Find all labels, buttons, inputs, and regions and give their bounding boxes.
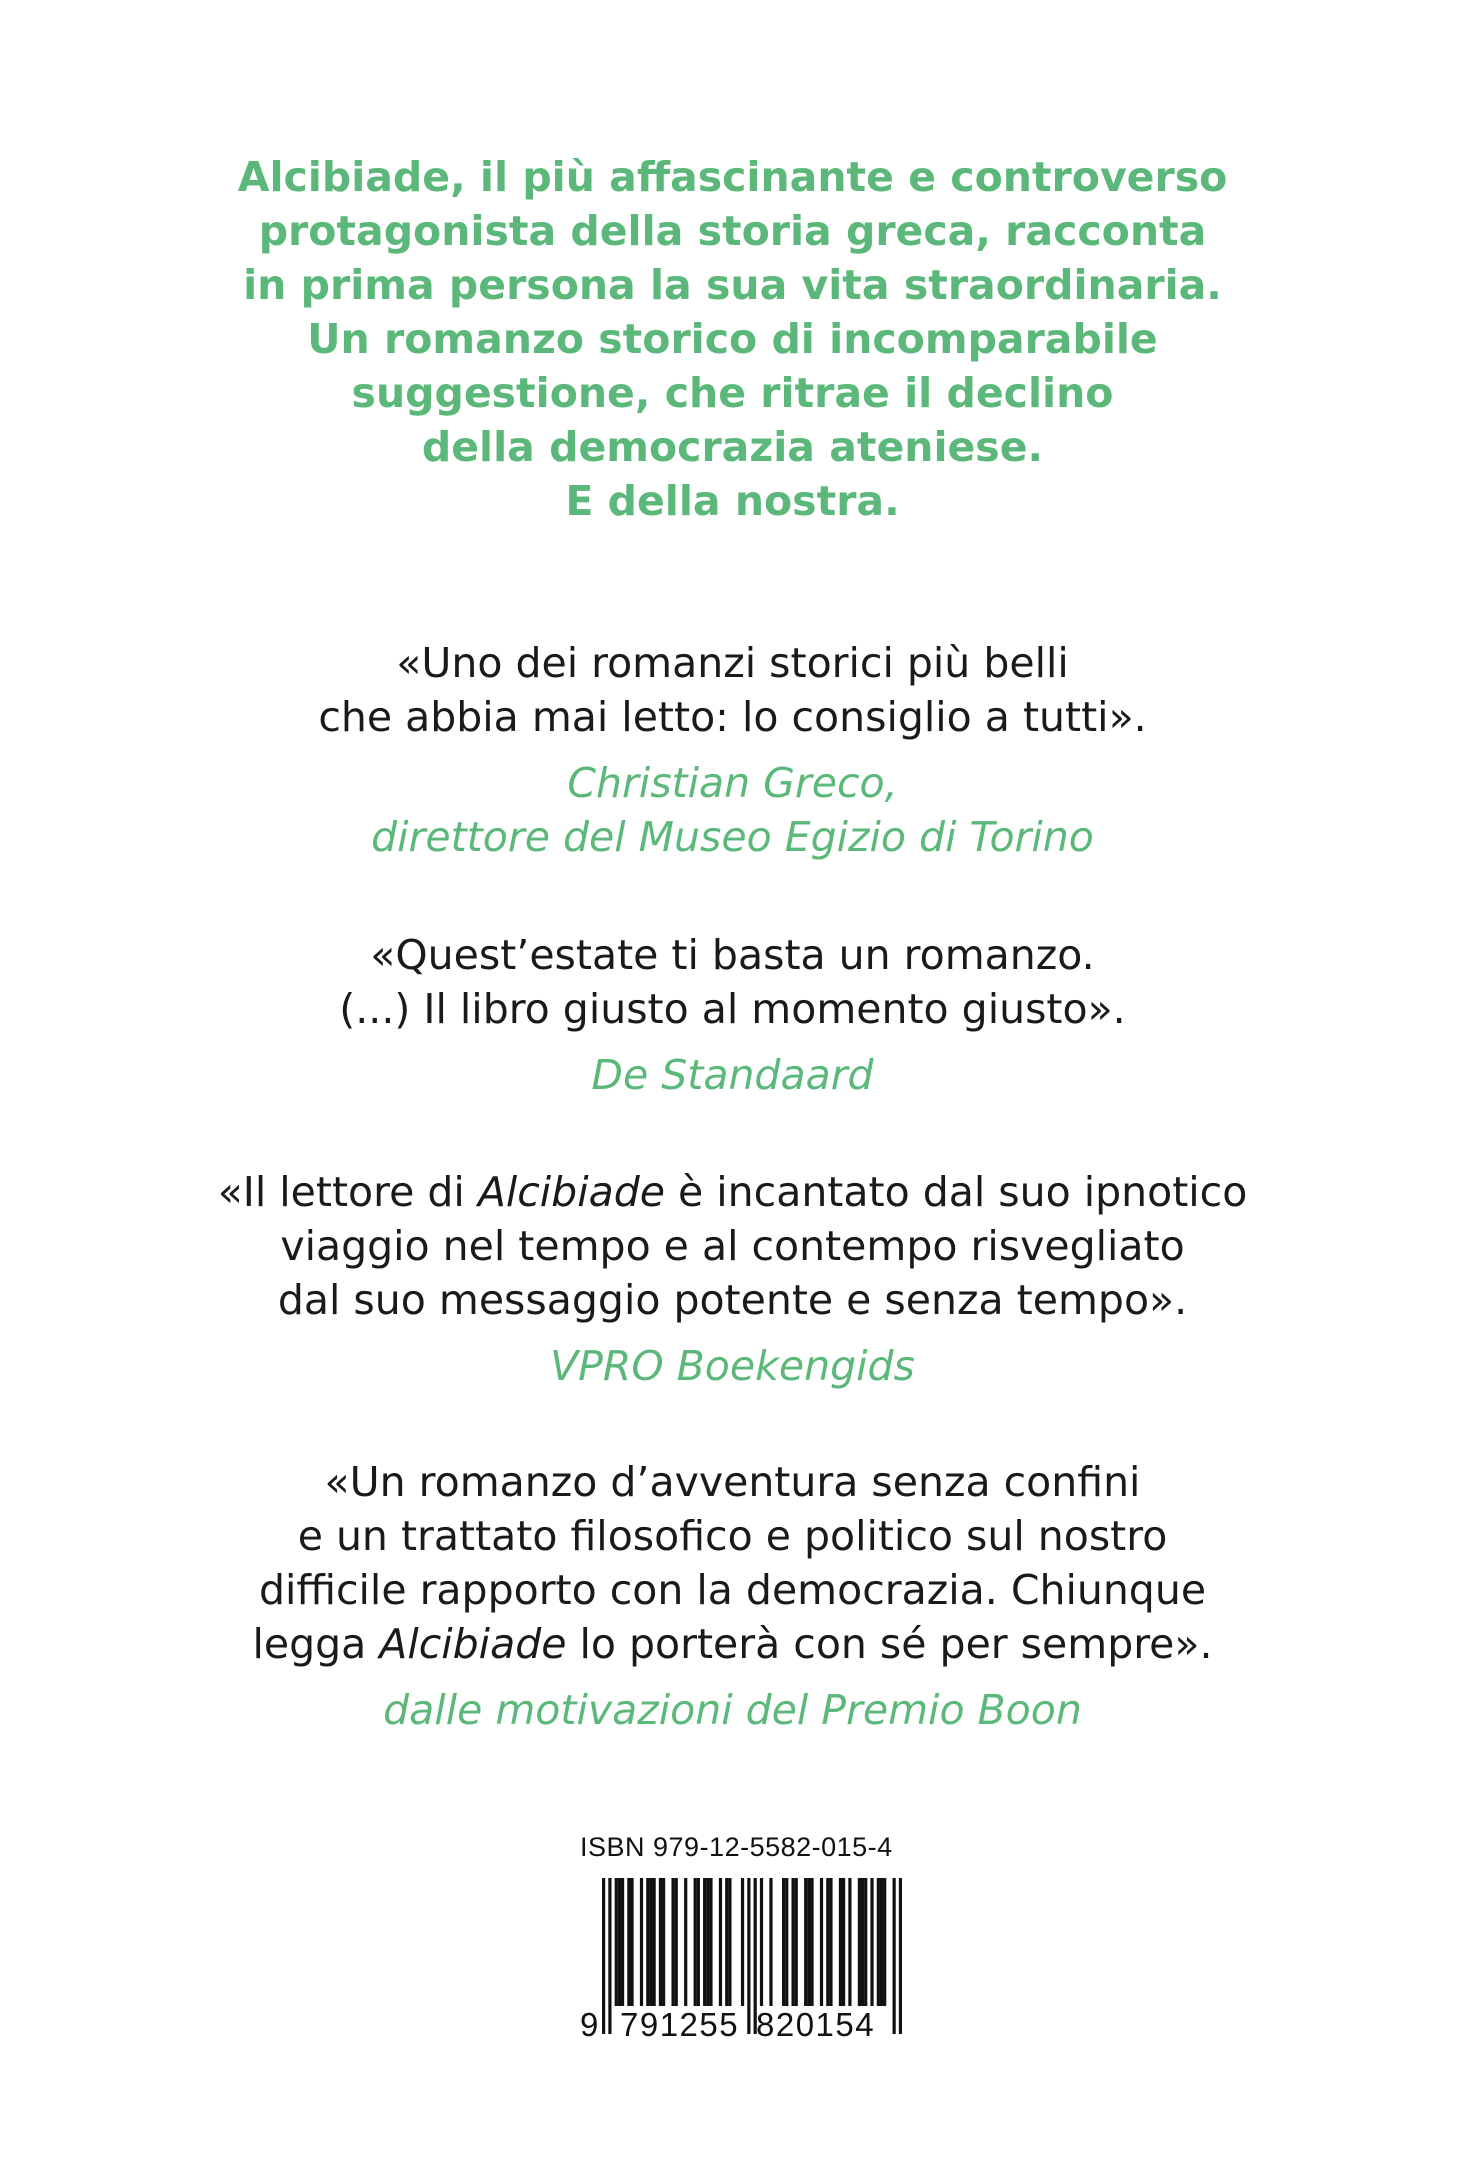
- quote-line: difficile rapporto con la democrazia. Chiunque: [258, 1566, 1207, 1614]
- barcode-bar: [858, 1878, 861, 2006]
- blurb-line: Alcibiade, il più affascinante e controverso: [237, 153, 1228, 201]
- barcode-bar: [870, 1878, 873, 2006]
- barcode-bar: [675, 1878, 678, 2006]
- barcode-bar: [709, 1878, 712, 2006]
- quote-line: e un trattato filosofico e politico sul nostro: [297, 1512, 1168, 1560]
- quote-source: Christian Greco,: [567, 759, 898, 807]
- barcode-bar: [807, 1878, 810, 2006]
- barcode-bar: [627, 1878, 630, 2006]
- barcode-guard-bar: [899, 1878, 902, 2034]
- review-quote-2: [0, 928, 1465, 1102]
- barcode-bar: [782, 1878, 785, 2006]
- blurb-line: Un romanzo storico di incomparabile: [307, 315, 1158, 363]
- barcode-bar: [839, 1878, 842, 2006]
- barcode-guard-bar: [608, 1878, 611, 2034]
- quote-line: dal suo messaggio potente e senza tempo».: [277, 1276, 1188, 1324]
- barcode-digits-right: 820154: [756, 2006, 876, 2043]
- blurb-line: protagonista della storia greca, racconta: [258, 207, 1207, 255]
- barcode-bar: [649, 1878, 652, 2006]
- barcode-bar: [725, 1878, 728, 2006]
- barcode-bar: [630, 1878, 633, 2006]
- quote-line: (...) Il libro giusto al momento giusto».: [339, 985, 1126, 1033]
- barcode-bar: [618, 1878, 621, 2006]
- barcode-guard-bar: [602, 1878, 605, 2034]
- barcode-bar: [671, 1878, 674, 2006]
- barcode-bar: [848, 1878, 851, 2006]
- barcode-bar: [769, 1878, 772, 2006]
- barcode-bar: [703, 1878, 706, 2006]
- quote-source: VPRO Boekengids: [550, 1342, 915, 1390]
- barcode-digits-left: 791255: [620, 2006, 740, 2043]
- barcode-bar: [760, 1878, 763, 2006]
- quote-source: direttore del Museo Egizio di Torino: [371, 813, 1094, 861]
- barcode-bar: [615, 1878, 618, 2006]
- barcode-bar: [694, 1878, 697, 2006]
- barcode-bar: [785, 1878, 788, 2006]
- barcode-bar: [621, 1878, 624, 2006]
- barcode-bar: [640, 1878, 643, 2006]
- quote-line: [0, 1617, 1465, 1671]
- quote-source: dalle motivazioni del Premio Boon: [383, 1686, 1082, 1734]
- blurb-line: in prima persona la sua vita straordinaria.: [243, 261, 1222, 309]
- quote-line: «Un romanzo d’avventura senza confini: [324, 1458, 1141, 1506]
- barcode-bar: [829, 1878, 832, 2006]
- barcode-bar: [877, 1878, 880, 2006]
- blurb-line: della democrazia ateniese.: [421, 423, 1044, 471]
- barcode-bar: [880, 1878, 883, 2006]
- barcode-bar: [653, 1878, 656, 2006]
- barcode-bar: [728, 1878, 731, 2006]
- barcode-bar: [662, 1878, 665, 2006]
- quote-text: lo porterà con sé per sempre».: [566, 1620, 1213, 1668]
- review-quote-3: [0, 1165, 1465, 1393]
- barcode-bar: [810, 1878, 813, 2006]
- quote-source: De Standaard: [591, 1051, 874, 1099]
- quote-line: che abbia mai letto: lo consiglio a tutti».: [318, 693, 1147, 741]
- barcode-bar: [842, 1878, 845, 2006]
- barcode-bar: [804, 1878, 807, 2006]
- quote-line: «Uno dei romanzi storici più belli: [396, 639, 1069, 687]
- barcode-bar: [684, 1878, 687, 2006]
- barcode-bar: [659, 1878, 662, 2006]
- quote-text: «Il lettore di: [217, 1168, 478, 1216]
- barcode-bar: [719, 1878, 722, 2006]
- barcode-guard-bar: [893, 1878, 896, 2034]
- barcode-bar: [883, 1878, 886, 2006]
- quote-text: legga: [252, 1620, 380, 1668]
- review-quote-1: [0, 636, 1465, 864]
- review-quote-4: [0, 1455, 1465, 1737]
- barcode-bar: [826, 1878, 829, 2006]
- barcode-bar: [706, 1878, 709, 2006]
- barcode-bar: [697, 1878, 700, 2006]
- quote-line: viaggio nel tempo e al contempo risvegliato: [280, 1222, 1185, 1270]
- cover-blurb: [0, 150, 1465, 528]
- barcode-bar: [646, 1878, 649, 2006]
- blurb-line: suggestione, che ritrae il declino: [351, 369, 1114, 417]
- quote-line: «Quest’estate ti basta un romanzo.: [370, 931, 1095, 979]
- book-title-italic: Alcibiade: [477, 1168, 665, 1216]
- quote-line: [0, 1165, 1465, 1219]
- isbn-label: ISBN 979-12-5582-015-4: [580, 1832, 893, 1862]
- barcode-bar: [820, 1878, 823, 2006]
- barcode-bar: [861, 1878, 864, 2006]
- blurb-line: E della nostra.: [565, 477, 900, 525]
- isbn-barcode: [580, 1832, 910, 2043]
- barcode-bar: [864, 1878, 867, 2006]
- barcode-guard-bar: [747, 1878, 750, 2034]
- book-title-italic: Alcibiade: [379, 1620, 567, 1668]
- barcode-digit-first: 9: [580, 2006, 599, 2043]
- barcode-bar: [741, 1878, 744, 2006]
- barcode-bar: [795, 1878, 798, 2006]
- barcode-bar: [791, 1878, 794, 2006]
- quote-text: è incantato dal suo ipnotico: [664, 1168, 1248, 1216]
